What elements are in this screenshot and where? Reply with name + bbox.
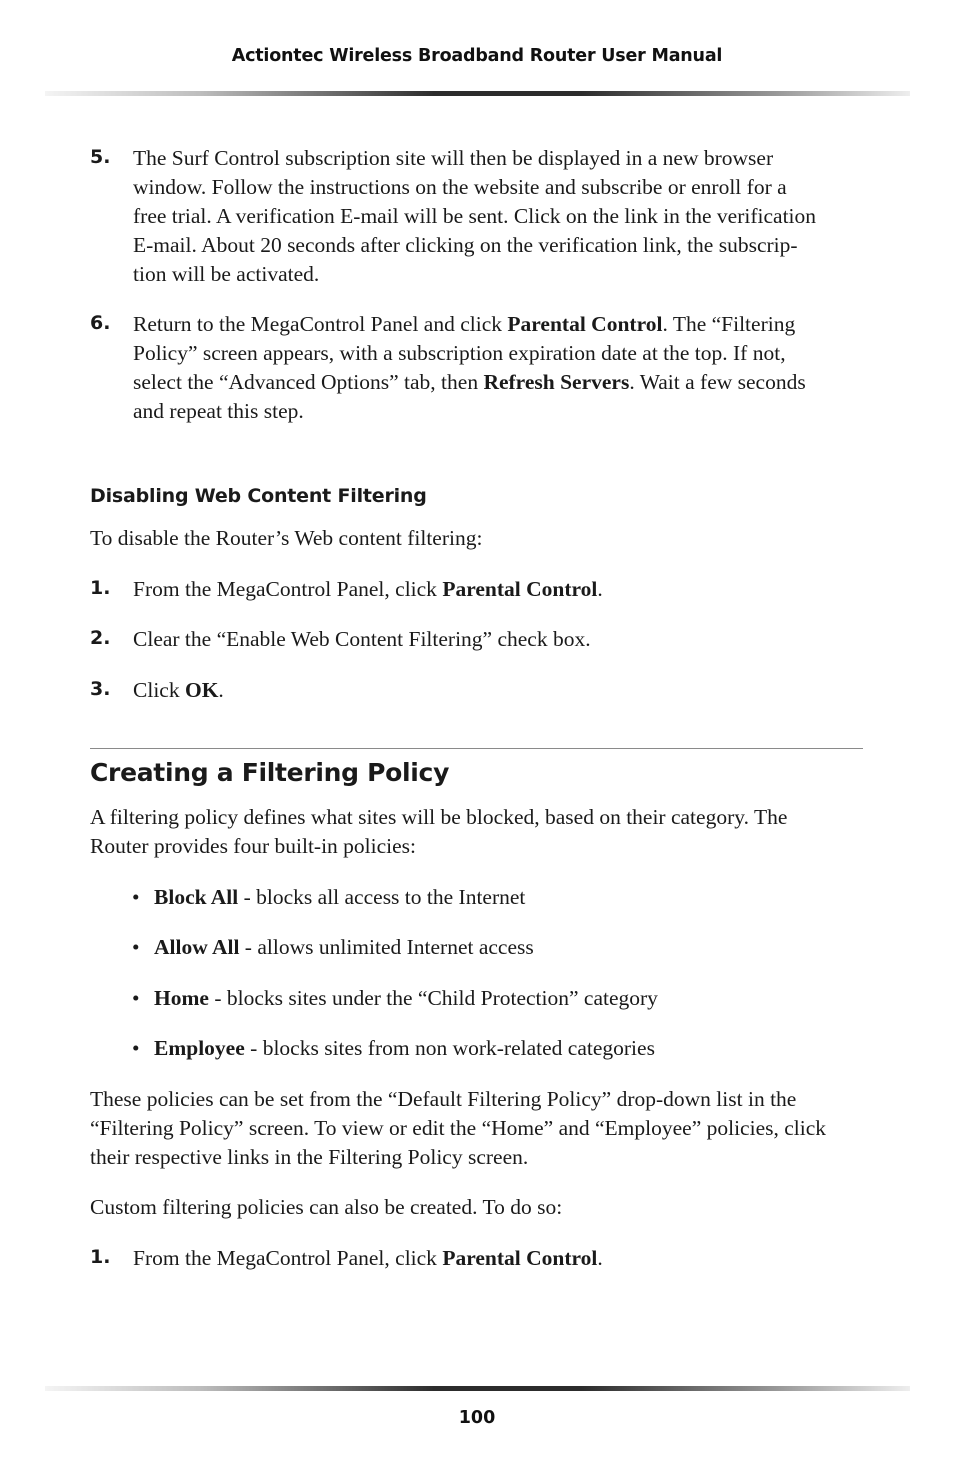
text-run: . Wait a few seconds [629,370,806,394]
subsection-heading: Disabling Web Content Filtering [90,485,427,507]
text-line: These policies can be set from the “Default Filtering Policy” drop-down list in the [90,1087,797,1111]
bullet-item-employee [132,1034,832,1063]
text-line: window. Follow the instructions on the website and subscribe or enroll for a [133,175,787,199]
text-run: . [218,678,224,702]
policy-description: - blocks sites under the “Child Protection” category [208,986,658,1010]
policy-description: - blocks sites from non work-related categories [244,1036,655,1060]
step-text [133,144,868,289]
step-text [133,676,868,705]
text-line [133,368,868,397]
ui-term-refresh-servers: Refresh Servers [483,370,630,394]
ui-term-ok: OK [184,678,219,702]
text-run: From the MegaControl Panel, click [133,577,443,601]
disabling-intro: To disable the Router’s Web content filtering: [90,526,483,550]
step-text [133,575,868,604]
text-line [133,310,868,339]
running-header: Actiontec Wireless Broadband Router User Manual [231,46,723,66]
step-text [133,310,868,426]
step-number: 3. [90,678,111,700]
bullet-item-home [132,984,832,1013]
policy-name: Home [154,986,209,1010]
custom-intro: Custom filtering policies can also be created. To do so: [90,1195,563,1219]
text-line: Policy” screen appears, with a subscription expiration date at the top. If not, [133,341,786,365]
step-number: 5. [90,146,111,168]
step-number: 6. [90,312,111,334]
policy-name: Employee [154,1036,245,1060]
text-line: A filtering policy defines what sites will be blocked, based on their category. The [90,805,788,829]
text-run: Return to the MegaControl Panel and click [133,312,508,336]
policy-name: Block All [154,885,239,909]
section-heading: Creating a Filtering Policy [90,758,450,787]
text-run: . The “Filtering [662,312,796,336]
text-line: E-mail. About 20 seconds after clicking on the verification link, the subscrip- [133,233,798,257]
step-text [133,1244,868,1273]
page-number: 100 [458,1408,496,1428]
policy-name: Allow All [154,935,240,959]
step-number: 1. [90,1246,111,1268]
text-line: free trial. A verification E-mail will be sent. Click on the link in the verification [133,204,817,228]
ui-term-parental-control: Parental Control [442,1246,598,1270]
section-divider [90,748,863,749]
text-run: select the “Advanced Options” tab, then [133,370,484,394]
text-run: From the MegaControl Panel, click [133,1246,443,1270]
bullet-icon: • [132,935,140,959]
text-line: their respective links in the Filtering Policy screen. [90,1145,529,1169]
bullet-icon: • [132,1036,140,1060]
policy-description: - allows unlimited Internet access [239,935,534,959]
bullet-icon: • [132,986,140,1010]
text-run: . [597,577,603,601]
ui-term-parental-control: Parental Control [507,312,663,336]
text-run: Clear the “Enable Web Content Filtering” check box. [133,627,591,651]
text-line: The Surf Control subscription site will then be displayed in a new browser [133,146,774,170]
text-run: Click [133,678,185,702]
text-line: and repeat this step. [133,399,304,423]
header-rule [45,91,910,96]
bullet-icon: • [132,885,140,909]
step-text [133,625,868,654]
policies-paragraph [90,1085,868,1172]
text-run: . [597,1246,603,1270]
footer-rule [45,1386,910,1391]
step-number: 1. [90,577,111,599]
bullet-item-allow-all [132,933,832,962]
bullet-item-block-all [132,883,832,912]
text-line: tion will be activated. [133,262,320,286]
text-line: “Filtering Policy” screen. To view or edit the “Home” and “Employee” policies, click [90,1116,827,1140]
text-line: Router provides four built-in policies: [90,834,417,858]
step-number: 2. [90,627,111,649]
ui-term-parental-control: Parental Control [442,577,598,601]
creating-intro [90,803,868,861]
policy-description: - blocks all access to the Internet [238,885,526,909]
